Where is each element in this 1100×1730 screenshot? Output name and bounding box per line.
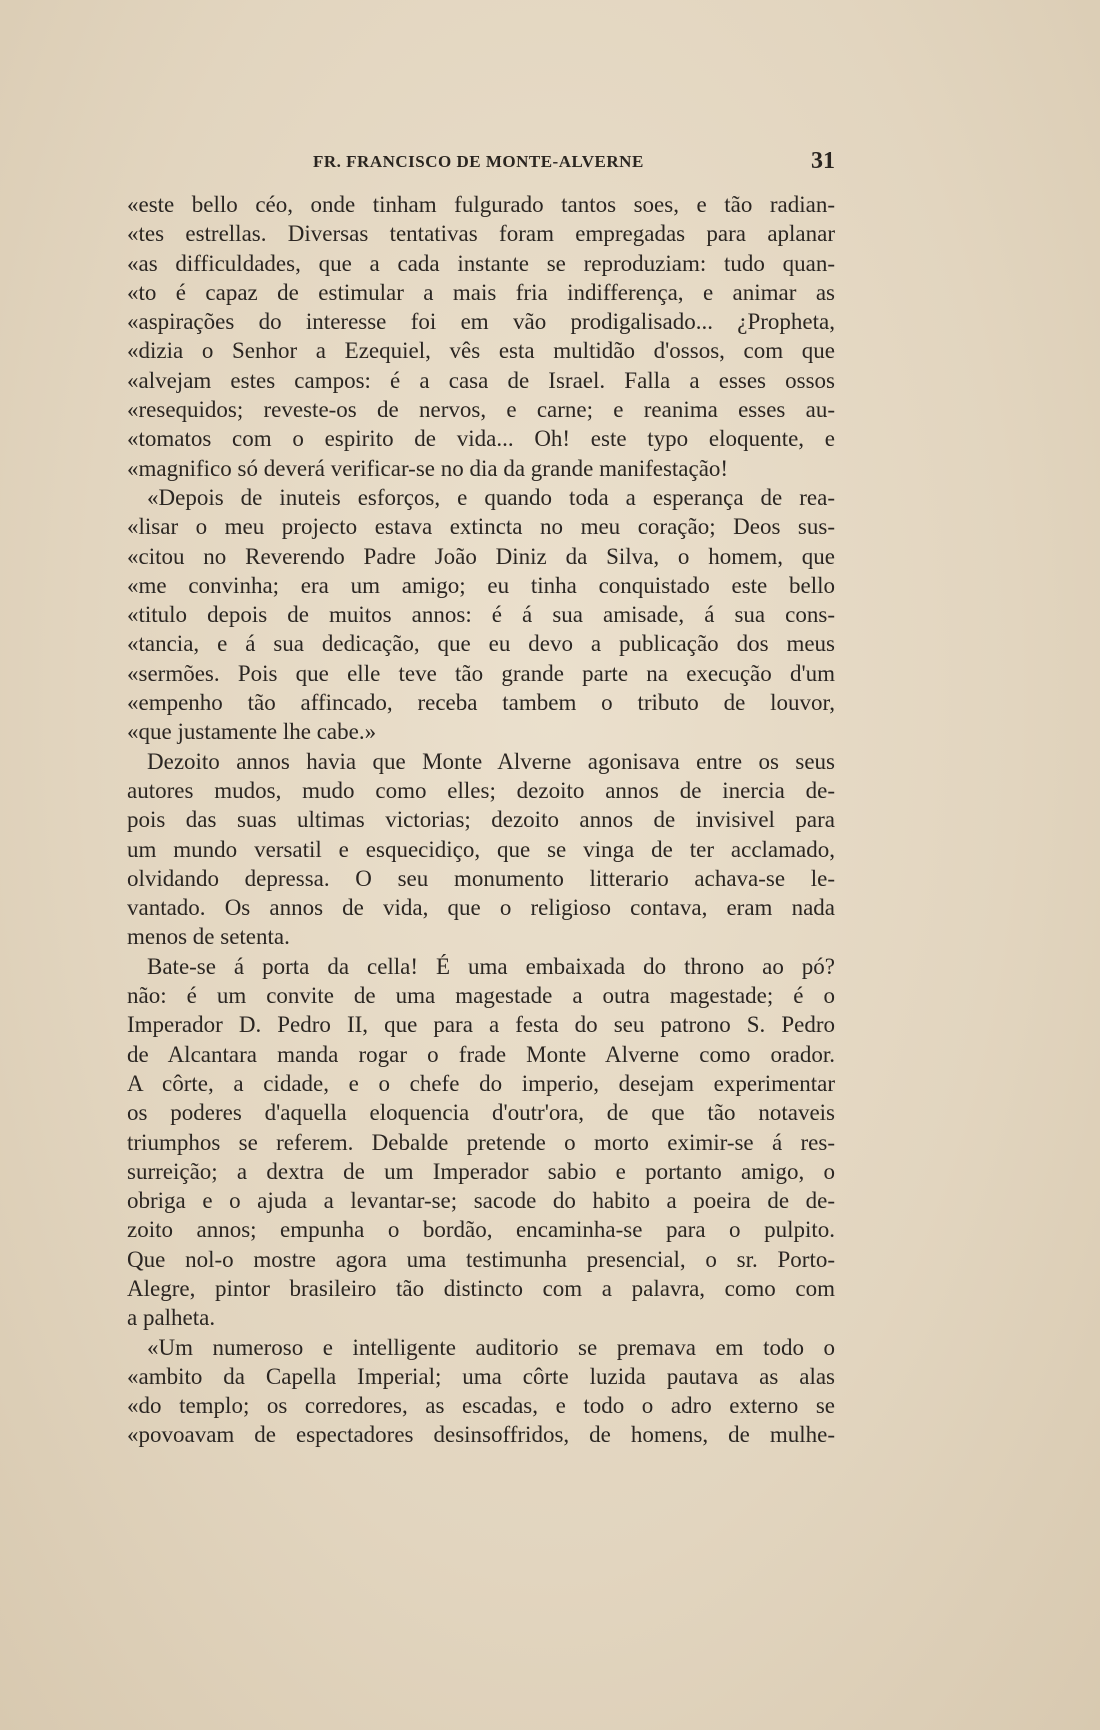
paragraph-3 [127,747,835,952]
text-line: «que justamente lhe cabe.» [127,719,377,745]
text-line: Alegre, pintor brasileiro tão distincto com a palavra, como com [127,1275,835,1301]
text-line: Dezoito annos havia que Monte Alverne agonisava entre os seus [147,748,835,774]
text-line: pois das suas ultimas victorias; dezoito annos de invisivel para [127,807,835,833]
running-title: FR. FRANCISCO DE MONTE-ALVERNE [313,152,644,171]
paragraph-1 [127,190,835,483]
text-line: «empenho tão affincado, receba tambem o tributo de louvor, [127,690,835,716]
text-line: «sermões. Pois que elle teve tão grande parte na execução d'um [127,660,835,686]
text-line: vantado. Os annos de vida, que o religioso contava, eram nada [127,895,835,921]
text-line: um mundo versatil e esquecidiço, que se vinga de ter acclamado, [127,836,835,862]
body-text [127,190,835,1450]
text-line: autores mudos, mudo como elles; dezoito annos de inercia de- [127,777,835,803]
text-line: «Depois de inuteis esforços, e quando toda a esperança de rea- [147,484,835,510]
text-line: «lisar o meu projecto estava extincta no meu coração; Deos sus- [127,514,835,540]
text-line: «me convinha; era um amigo; eu tinha conquistado este bello [127,572,835,598]
text-line: Imperador D. Pedro II, que para a festa do seu patrono S. Pedro [127,1012,835,1038]
text-line: Bate-se á porta da cella! É uma embaixada do throno ao pó? [147,953,835,979]
text-line: «Um numeroso e intelligente auditorio se premava em todo o [147,1334,835,1360]
text-line: «tomatos com o espirito de vida... Oh! este typo eloquente, e [127,426,835,452]
text-line: surreição; a dextra de um Imperador sabio e portanto amigo, o [127,1158,835,1184]
text-line: «magnifico só deverá verificar-se no dia da grande manifestação! [127,455,729,481]
text-line: os poderes d'aquella eloquencia d'outr'ora, de que tão notaveis [127,1100,835,1126]
text-line: «povoavam de espectadores desinsoffridos, de homens, de mulhe- [127,1422,835,1448]
text-line: «resequidos; reveste-os de nervos, e carne; e reanima esses au- [127,397,835,423]
text-line: «do templo; os corredores, as escadas, e todo o adro externo se [127,1393,835,1419]
text-line: a palheta. [127,1305,216,1331]
paragraph-4 [127,952,835,1333]
text-line: «citou no Reverendo Padre João Diniz da Silva, o homem, que [127,543,835,569]
text-line: de Alcantara manda rogar o frade Monte Alverne como orador. [127,1041,835,1067]
page-number: 31 [811,148,835,174]
text-line: «alvejam estes campos: é a casa de Israel. Falla a esses ossos [127,367,835,393]
text-line: zoito annos; empunha o bordão, encaminha-se para o pulpito. [127,1217,835,1243]
text-line: «to é capaz de estimular a mais fria indifferença, e animar as [127,279,835,305]
text-line: obriga e o ajuda a levantar-se; sacode do habito a poeira de de- [127,1188,835,1214]
text-line: «titulo depois de muitos annos: é á sua amisade, á sua cons- [127,602,835,628]
paragraph-5 [127,1333,835,1450]
text-line: menos de setenta. [127,924,290,950]
text-line: não: é um convite de uma magestade a outra magestade; é o [127,983,835,1009]
text-line: olvidando depressa. O seu monumento litterario achava-se le- [127,865,835,891]
text-line: «ambito da Capella Imperial; uma côrte luzida pautava as alas [127,1363,835,1389]
text-line: «tes estrellas. Diversas tentativas foram empregadas para aplanar [127,221,835,247]
text-line: «aspirações do interesse foi em vão prodigalisado... ¿Propheta, [127,309,835,335]
text-line: A côrte, a cidade, e o chefe do imperio, desejam experimentar [127,1070,835,1096]
text-line: Que nol-o mostre agora uma testimunha presencial, o sr. Porto- [127,1246,835,1272]
running-head [127,148,835,180]
paragraph-2 [127,483,835,747]
text-line: «tancia, e á sua dedicação, que eu devo a publicação dos meus [127,631,835,657]
text-line: «as difficuldades, que a cada instante se reproduziam: tudo quan- [127,250,835,276]
text-line: «dizia o Senhor a Ezequiel, vês esta multidão d'ossos, com que [127,338,835,364]
text-line: triumphos se referem. Debalde pretende o morto eximir-se á res- [127,1129,835,1155]
text-line: «este bello céo, onde tinham fulgurado tantos soes, e tão radian- [127,192,835,217]
